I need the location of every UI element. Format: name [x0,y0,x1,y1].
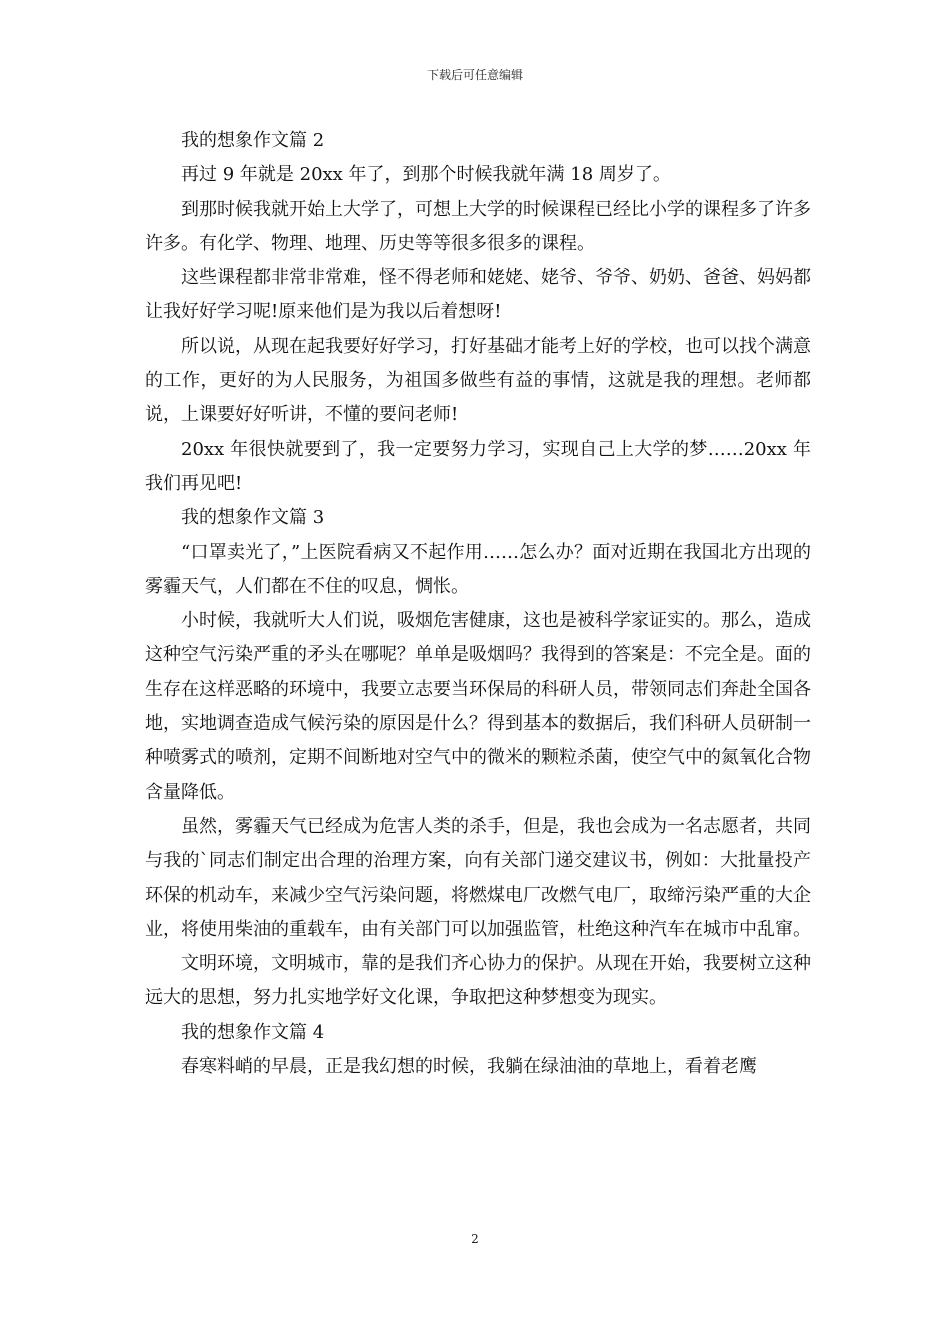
section-heading: 我的想象作文篇 4 [181,1021,325,1043]
section-heading: 我的想象作文篇 3 [181,507,325,529]
paragraph: 小时候，我就听大人们说，吸烟危害健康，这也是被科学家证实的。那么，造成这种空气污染严重的矛头在哪呢？单单是吸烟吗？我得到的答案是：不完全是。面的生存在这样恶略的环境中，我要立志要当环保局的科研人员，带领同志们奔赴全国各地，实地调查造成气候污染的原因是什么？得到基本的数据后，我们科研人员研制一种喷雾式的喷剂，定期不间断地对空气中的微米的颗粒杀菌，使空气中的氮氧化合物含量降低。 [145,610,811,803]
paragraph: 虽然，雾霾天气已经成为危害人类的杀手，但是，我也会成为一名志愿者，共同与我的`同志们制定出合理的治理方案，向有关部门递交建议书，例如：大批量投产环保的机动车，来减少空气污染问题，将燃煤电厂改燃气电厂，取缔污染严重的大企业，将使用柴油的重载车，由有关部门可以加强监管，杜绝这种汽车在城市中乱窜。 [145,815,811,940]
paragraph: 这些课程都非常非常难，怪不得老师和姥姥、姥爷、爷爷、奶奶、爸爸、妈妈都让我好好学习呢!原来他们是为我以后着想呀! [145,267,811,323]
paragraph: “口罩卖光了，”上医院看病又不起作用……怎么办？面对近期在我国北方出现的雾霾天气，人们都在不住的叹息，惆怅。 [145,541,811,597]
paragraph: 文明环境，文明城市，靠的是我们齐心协力的保护。从现在开始，我要树立这种远大的思想，努力扎实地学好文化课，争取把这种梦想变为现实。 [145,953,811,1009]
page-header-note: 下载后可任意编辑 [426,68,523,82]
paragraph: 到那时候我就开始上大学了，可想上大学的时候课程已经比小学的课程多了许多许多。有化学、物理、地理、历史等等很多很多的课程。 [145,198,811,254]
page-number: 2 [471,1232,479,1246]
paragraph: 再过 9 年就是 20xx 年了，到那个时候我就年满 18 周岁了。 [181,164,671,186]
paragraph: 所以说，从现在起我要好好学习，打好基础才能考上好的学校，也可以找个满意的工作，更好的为人民服务，为祖国多做些有益的事情，这就是我的理想。老师都说，上课要好好听讲，不懂的要问老师! [145,335,811,426]
paragraph: 20xx 年很快就要到了，我一定要努力学习，实现自己上大学的梦……20xx 年我们再见吧! [145,438,811,494]
section-heading: 我的想象作文篇 2 [181,130,325,151]
document-body [145,124,811,1084]
paragraph: 春寒料峭的早晨，正是我幻想的时候，我躺在绿油油的草地上，看着老鹰 [181,1056,757,1078]
